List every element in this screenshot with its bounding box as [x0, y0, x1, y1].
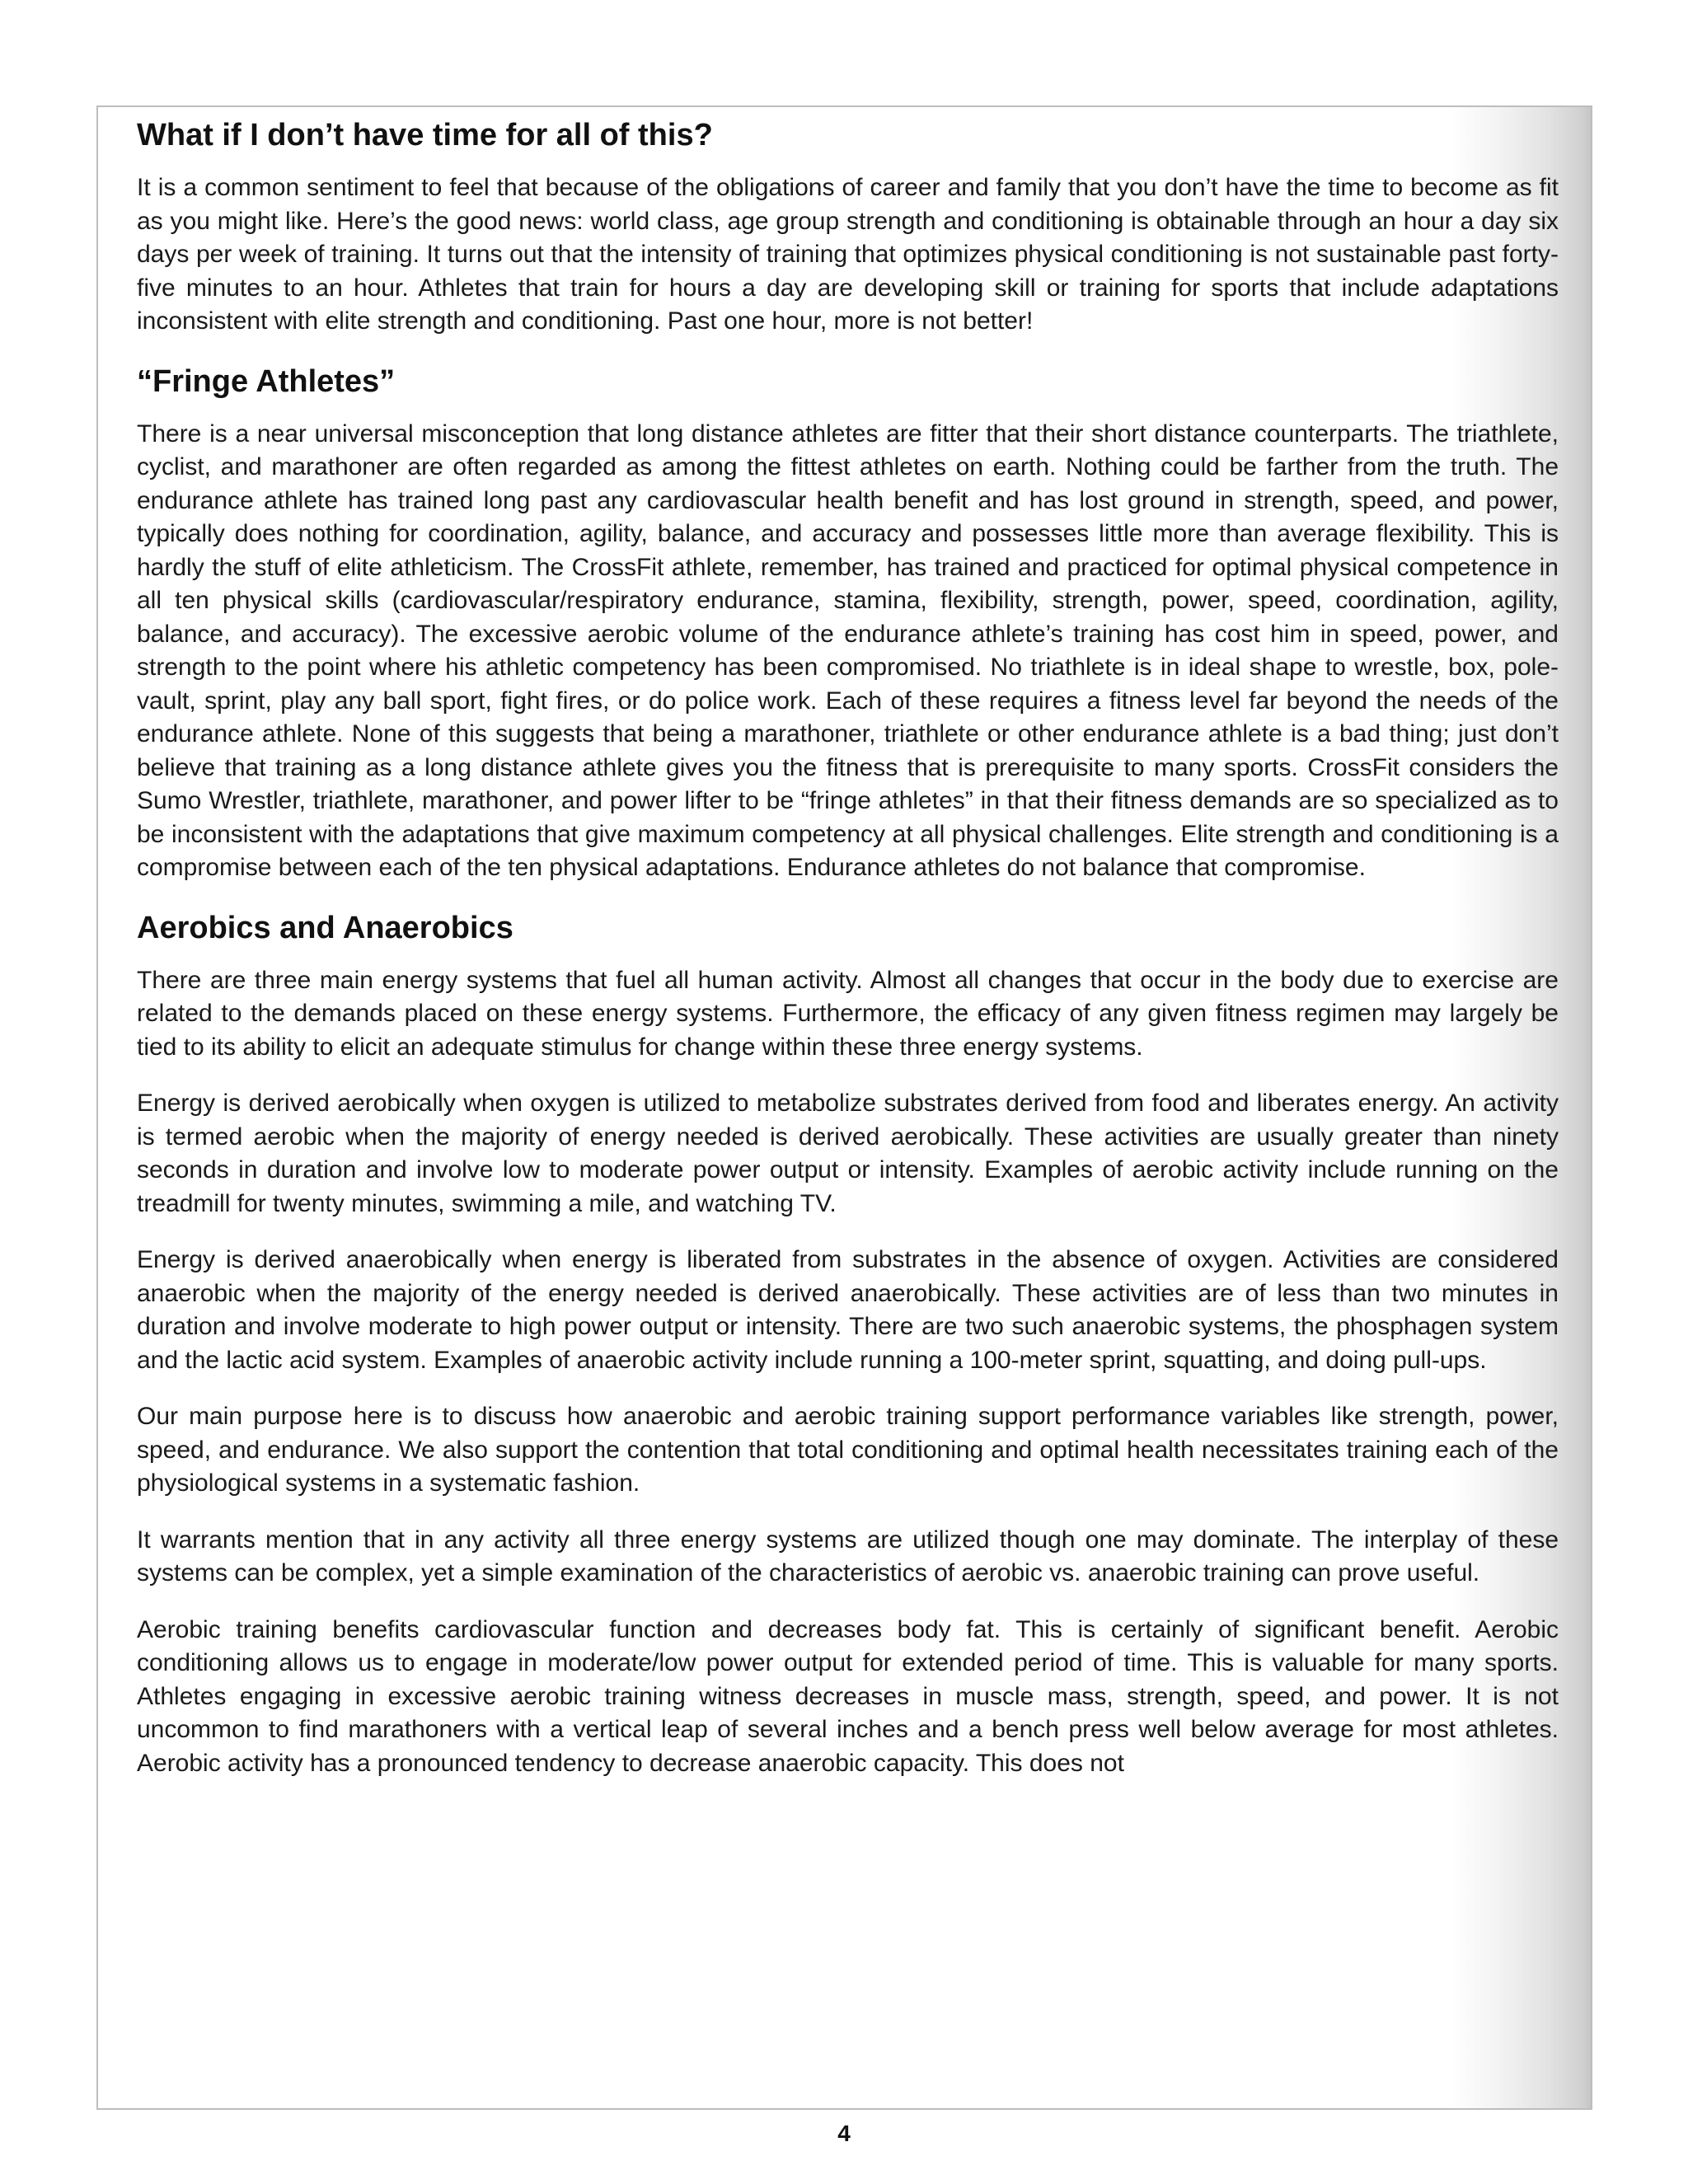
paragraph-aerobic-training: Aerobic training benefits cardiovascular function and decreases body fat. This is certainly of significant benefit. Aerobic conditioning allows us to engage in moderate/low power output for extended period of time. This is valuable for many sports. Athletes engaging in excessive aerobic training witness decreases in muscle mass, strength, speed, and power. It is not uncommon to find marathoners with a vertical leap of several inches and a bench press well below average for most athletes. Aerobic activity has a pronounced tendency to decrease anaerobic capacity. This does not [137, 1615, 1559, 1777]
section-heading-fringe-athletes: “Fringe Athletes” [137, 363, 396, 399]
paragraph-energy-systems: There are three main energy systems that fuel all human activity. Almost all changes that occur in the body due to exercise are related to the demands placed on these energy systems. Furthermore, the efficacy of any given fitness regimen may largely be tied to its ability to elicit an adequate stimulus for change within these three energy systems. [137, 966, 1559, 1061]
section-heading-aerobics-anaerobics: Aerobics and Anaerobics [137, 910, 513, 945]
paragraph-fringe-athletes: There is a near universal misconception that long distance athletes are fitter that their short distance counterparts. The triathlete, cyclist, and marathoner are often regarded as among the fittest athletes on earth. Nothing could be farther from the truth. The endurance athlete has trained long past any cardiovascular health benefit and has lost ground in strength, speed, and power, typically does nothing for coordination, agility, balance, and accuracy and possesses little more than average flexibility. This is hardly the stuff of elite athleticism. The CrossFit athlete, remember, has trained and practiced for optimal physical competence in all ten physical skills (cardiovascular/respiratory endurance, stamina, flexibility, strength, power, speed, coordination, agility, balance, and accuracy). The excessive aerobic volume of the endurance athlete’s training has cost him in speed, power, and strength to the point where his athletic competency has been compromised. No triathlete is in ideal shape to wrestle, box, pole-vault, sprint, play any ball sport, fight fires, or do police work. Each of these requires a fitness level far beyond the needs of the endurance athlete. None of this suggests that being a marathoner, triathlete or other endurance athlete is a bad thing; just don’t believe that training as a long distance athlete gives you the fitness that is prerequisite to many sports. CrossFit considers the Sumo Wrestler, triathlete, marathoner, and power lifter to be “fringe athletes” in that their fitness demands are so specialized as to be inconsistent with the adaptations that give maximum competency at all physical challenges. Elite strength and conditioning is a compromise between each of the ten physical adaptations. Endurance athletes do not balance that compromise. [137, 419, 1559, 881]
paragraph-anaerobic-definition: Energy is derived anaerobically when energy is liberated from substrates in the absence of oxygen. Activities are considered anaerobic when the majority of the energy needed is derived anaerobically. These activities are of less than two minutes in duration and involve moderate to high power output or intensity. There are two such anaerobic systems, the phosphagen system and the lactic acid system. Examples of anaerobic activity include running a 100-meter sprint, squatting, and doing pull-ups. [137, 1246, 1559, 1374]
paragraph-aerobic-definition: Energy is derived aerobically when oxygen is utilized to metabolize substrates derived from food and liberates energy. An activity is termed aerobic when the majority of energy needed is derived aerobically. These activities are usually greater than ninety seconds in duration and involve low to moderate power output or intensity. Examples of aerobic activity include running on the treadmill for twenty minutes, swimming a mile, and watching TV. [137, 1090, 1559, 1217]
section-heading-time: What if I don’t have time for all of this? [137, 118, 713, 152]
page-number: 4 [837, 2121, 851, 2146]
paragraph-interplay: It warrants mention that in any activity all three energy systems are utilized though one may dominate. The interplay of these systems can be complex, yet a simple examination of the characteristics of aerobic vs. anaerobic training can prove useful. [137, 1526, 1559, 1586]
paragraph-main-purpose: Our main purpose here is to discuss how anaerobic and aerobic training support performance variables like strength, power, speed, and endurance. We also support the contention that total conditioning and optimal health necessitates training each of the physiological systems in a systematic fashion. [137, 1403, 1559, 1497]
paragraph-time: It is a common sentiment to feel that because of the obligations of career and family that you don’t have the time to become as fit as you might like. Here’s the good news: world class, age group strength and conditioning is obtainable through an hour a day six days per week of training. It turns out that the intensity of training that optimizes physical conditioning is not sustainable past forty-five minutes to an hour. Athletes that train for hours a day are developing skill or training for sports that include adaptations inconsistent with elite strength and conditioning. Past one hour, more is not better! [137, 174, 1559, 335]
document-content [137, 115, 1559, 1803]
